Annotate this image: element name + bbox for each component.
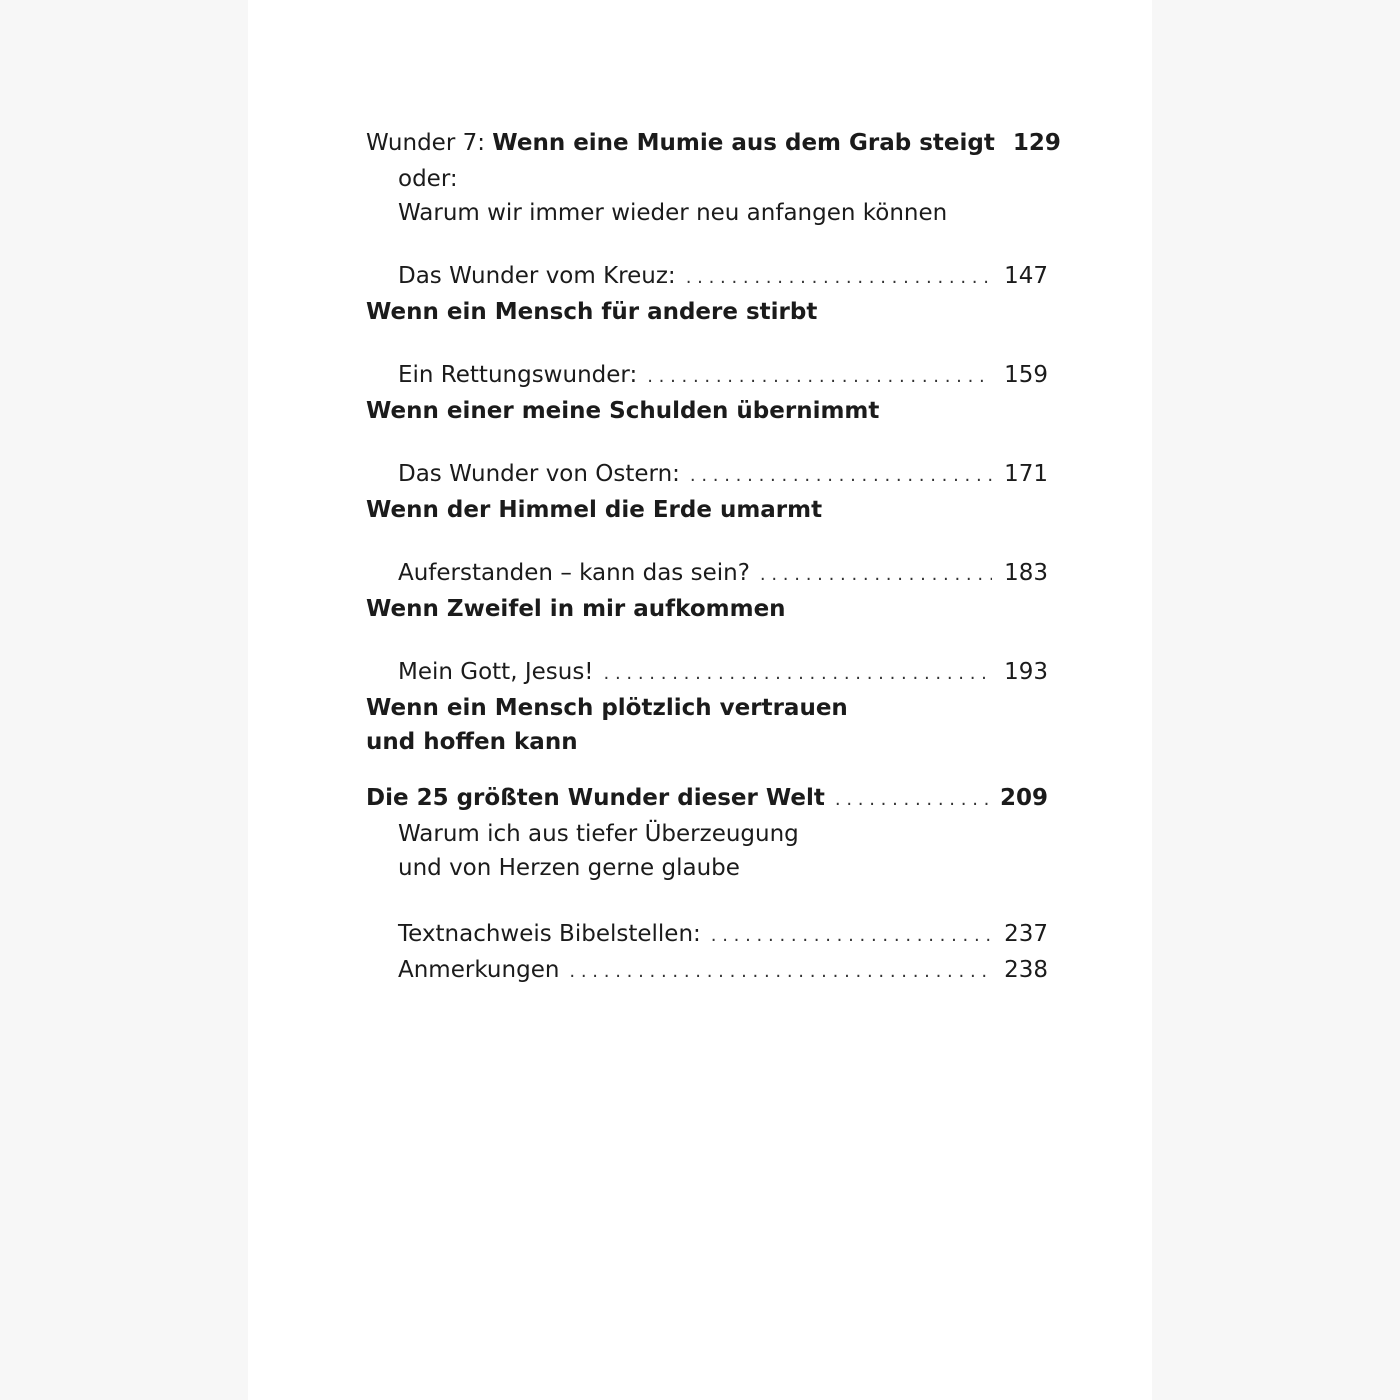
toc-entry-title: Die 25 größten Wunder dieser Welt: [366, 785, 825, 811]
toc-entry-title: Textnachweis Bibelstellen:: [398, 921, 701, 947]
dot-leader: [569, 955, 992, 989]
toc-subtitle-line: Wenn der Himmel die Erde umarmt: [366, 497, 823, 523]
toc-subtitle-line: Warum wir immer wieder neu anfangen können: [398, 200, 948, 226]
table-of-contents: [366, 126, 1061, 989]
toc-entry-heading: [366, 655, 1048, 691]
toc-entry-title: Auferstanden – kann das sein?: [398, 560, 750, 586]
toc-subtitle-line: und von Herzen gerne glaube: [398, 855, 740, 881]
toc-entry-title: Ein Rettungswunder:: [398, 362, 638, 388]
toc-entry-heading: [366, 556, 1048, 592]
dot-leader: [690, 459, 992, 493]
toc-entry-title: Mein Gott, Jesus!: [398, 659, 594, 685]
toc-entry-bold-title: Wenn eine Mumie aus dem Grab steigt: [492, 130, 995, 156]
dot-leader: [604, 657, 992, 691]
dot-leader: [760, 558, 992, 592]
dot-leader: [647, 360, 992, 394]
toc-entry-heading: [366, 457, 1048, 493]
toc-page-number: 159: [1004, 362, 1048, 388]
toc-page-number: 237: [1004, 921, 1048, 947]
toc-entry-jesus: [366, 655, 1048, 759]
toc-entry-heading: [366, 126, 1061, 162]
toc-subtitle-line: Wenn einer meine Schulden übernimmt: [366, 398, 880, 424]
toc-subtitle-line: Wenn ein Mensch plötzlich vertrauen: [366, 695, 848, 721]
toc-page-number: 193: [1004, 659, 1048, 685]
toc-entry-rettung: [366, 358, 1048, 428]
toc-page-number: 238: [1004, 957, 1048, 983]
toc-entry-25-wunder: [366, 781, 1048, 885]
toc-entry-heading: [366, 917, 1048, 953]
toc-page-number: 147: [1004, 263, 1048, 289]
toc-entry-heading: [366, 358, 1048, 394]
toc-subtitle-line: Wenn Zweifel in mir aufkommen: [366, 596, 786, 622]
toc-entry-anmerkungen: [366, 953, 1048, 989]
toc-subtitle-line: oder:: [398, 166, 458, 192]
toc-entry-title: Anmerkungen: [398, 957, 560, 983]
toc-page-number: 129: [1012, 130, 1061, 156]
toc-subtitle-line: und hoffen kann: [366, 729, 578, 755]
toc-entry-title: Das Wunder von Ostern:: [398, 461, 680, 487]
toc-entry-heading: [366, 781, 1048, 817]
toc-entry-prefix: Wunder 7:: [366, 130, 493, 156]
dot-leader: [686, 261, 992, 295]
dot-leader: [835, 783, 988, 817]
toc-entry-title: Das Wunder vom Kreuz:: [398, 263, 676, 289]
toc-page-number: 183: [1004, 560, 1048, 586]
toc-entry-heading: [366, 259, 1048, 295]
toc-subtitle-line: Wenn ein Mensch für andere stirbt: [366, 299, 818, 325]
toc-entry-textnachweis: [366, 917, 1048, 953]
toc-entry-auferstanden: [366, 556, 1048, 626]
toc-page-number: 209: [999, 785, 1048, 811]
toc-entry-wunder-7: [366, 126, 1061, 230]
toc-subtitle-line: Warum ich aus tiefer Überzeugung: [398, 821, 799, 847]
dot-leader: [711, 919, 992, 953]
toc-entry-heading: [366, 953, 1048, 989]
toc-entry-title: [366, 126, 995, 160]
toc-page-number: 171: [1004, 461, 1048, 487]
toc-entry-kreuz: [366, 259, 1048, 329]
toc-entry-ostern: [366, 457, 1048, 527]
